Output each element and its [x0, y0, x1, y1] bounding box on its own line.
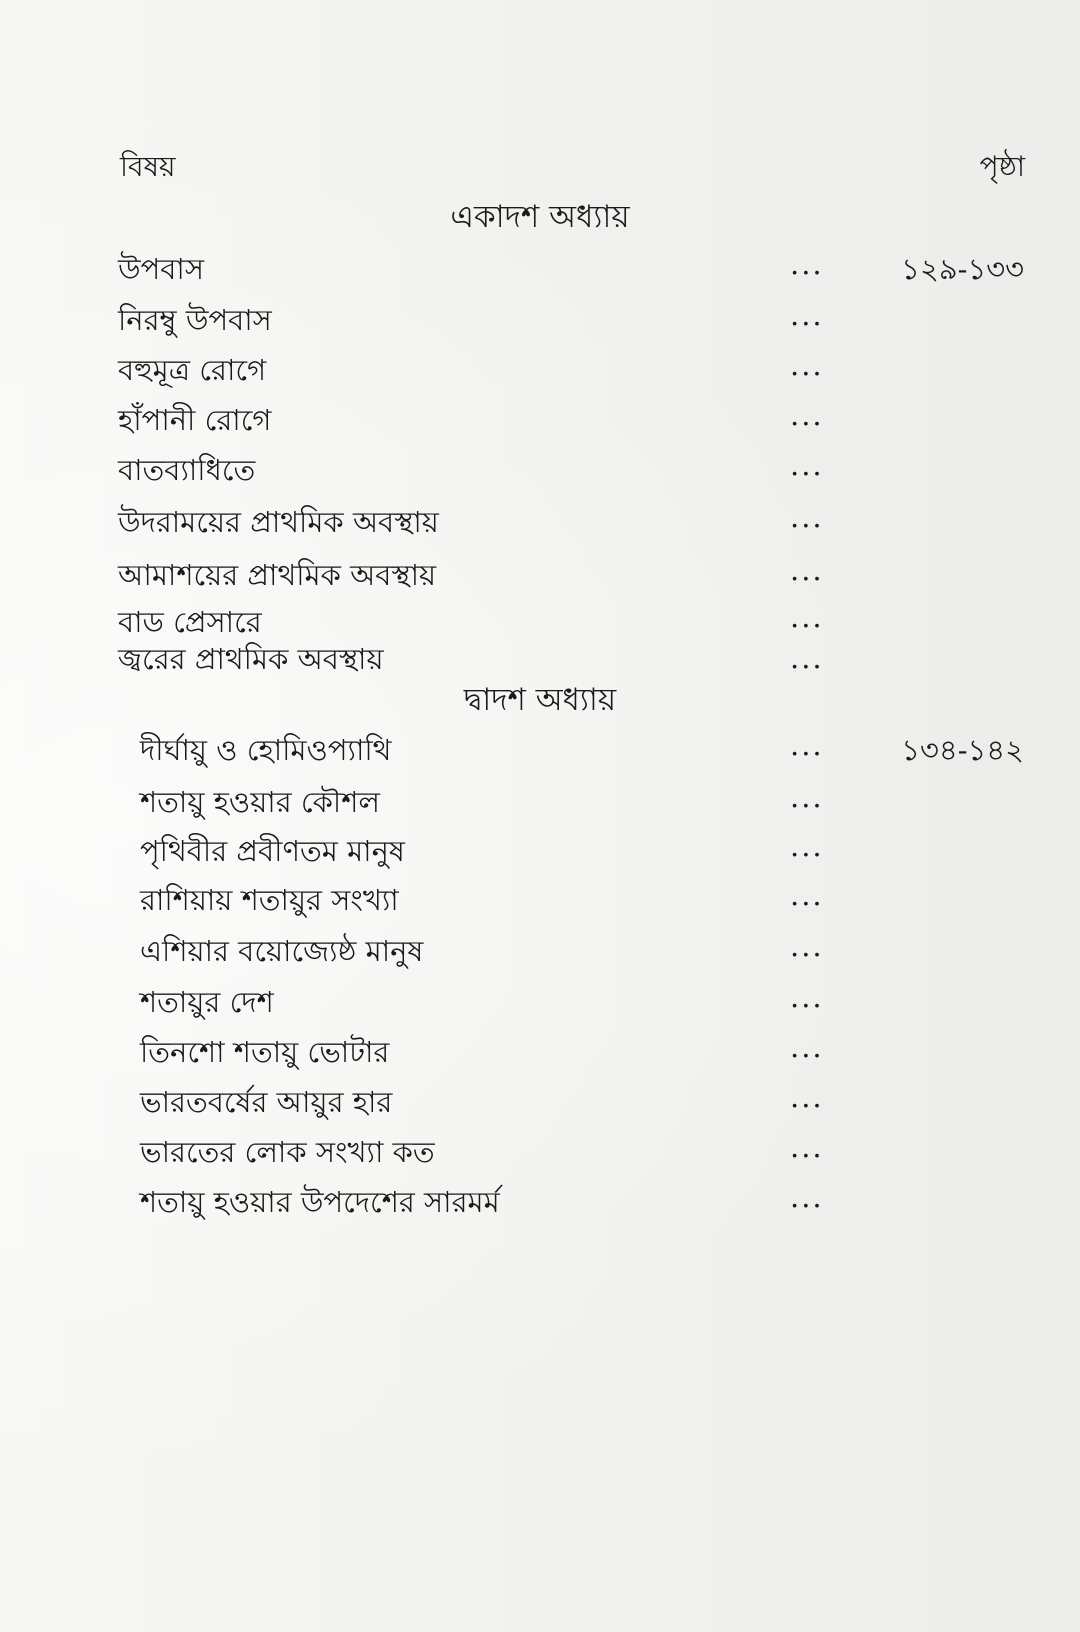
entry-title: আমাশয়ের প্রাথমিক অবস্থায়	[118, 558, 437, 592]
toc-entry	[0, 448, 1080, 494]
entry-title: হাঁপানী রোগে	[118, 403, 272, 437]
entry-leader-dots: ...	[790, 641, 824, 675]
subject-heading: বিষয়	[120, 150, 176, 183]
toc-entry	[0, 1180, 1080, 1226]
entry-title: রাশিয়ায় শতায়ুর সংখ্যা	[140, 883, 399, 917]
entry-title: শতায়ুর দেশ	[140, 985, 274, 1019]
entry-title: ভারতবর্ষের আয়ুর হার	[140, 1085, 393, 1119]
toc-header-row	[120, 145, 1025, 195]
entry-leader-dots: ...	[790, 1080, 824, 1114]
entry-page-range: ১৩৪-১৪২	[901, 733, 1024, 767]
entry-leader-dots: ...	[790, 829, 824, 863]
toc-entry	[0, 500, 1080, 546]
entry-title: দীর্ঘায়ু ও হোমিওপ্যাথি	[140, 733, 392, 767]
entry-title: বহুমূত্র রোগে	[118, 353, 267, 387]
entry-page-range: ১২৯-১৩৩	[901, 252, 1024, 286]
entry-leader-dots: ...	[790, 1130, 824, 1164]
entry-leader-dots: ...	[790, 348, 824, 382]
chapter-title-twelve: দ্বাদশ অধ্যায়	[463, 682, 617, 718]
toc-entry	[0, 980, 1080, 1026]
toc-entry	[0, 553, 1080, 599]
entry-leader-dots: ...	[790, 780, 824, 814]
entry-title: বাড প্রেসারে	[118, 605, 262, 639]
toc-entry	[0, 829, 1080, 875]
entry-title: শতায়ু হওয়ার উপদেশের সারমর্ম	[140, 1185, 500, 1219]
toc-entry	[0, 728, 1080, 774]
toc-entry	[0, 1080, 1080, 1126]
entry-title: উদরাময়ের প্রাথমিক অবস্থায়	[118, 505, 439, 539]
page-heading: পৃষ্ঠা	[979, 150, 1025, 183]
toc-entry	[0, 247, 1080, 293]
entry-leader-dots: ...	[790, 1180, 824, 1214]
toc-entry	[0, 1130, 1080, 1176]
chapter-title-eleven: একাদশ অধ্যায়	[450, 199, 630, 235]
entry-leader-dots: ...	[790, 298, 824, 332]
entry-leader-dots: ...	[790, 247, 824, 281]
entry-leader-dots: ...	[790, 600, 824, 634]
entry-leader-dots: ...	[790, 500, 824, 534]
toc-entry	[0, 780, 1080, 826]
entry-title: তিনশো শতায়ু ভোটার	[140, 1035, 390, 1069]
toc-entry	[0, 878, 1080, 924]
entry-title: পৃথিবীর প্রবীণতম মানুষ	[140, 834, 405, 868]
toc-entry	[0, 398, 1080, 444]
entry-leader-dots: ...	[790, 553, 824, 587]
entry-leader-dots: ...	[790, 878, 824, 912]
toc-entry	[0, 1030, 1080, 1076]
entry-title: এশিয়ার বয়োজ্যেষ্ঠ মানুষ	[140, 934, 424, 968]
entry-title: নিরম্বু উপবাস	[118, 303, 272, 337]
entry-leader-dots: ...	[790, 980, 824, 1014]
toc-entry	[0, 348, 1080, 394]
entry-title: জ্বরের প্রাথমিক অবস্থায়	[118, 642, 384, 676]
entry-leader-dots: ...	[790, 398, 824, 432]
toc-entry	[0, 298, 1080, 344]
entry-leader-dots: ...	[790, 448, 824, 482]
entry-leader-dots: ...	[790, 728, 824, 762]
toc-entry	[0, 929, 1080, 975]
entry-leader-dots: ...	[790, 929, 824, 963]
entry-title: ভারতের লোক সংখ্যা কত	[140, 1135, 435, 1169]
entry-title: শতায়ু হওয়ার কৌশল	[140, 785, 380, 819]
entry-title: উপবাস	[118, 252, 204, 286]
entry-leader-dots: ...	[790, 1030, 824, 1064]
entry-title: বাতব্যাধিতে	[118, 453, 256, 487]
